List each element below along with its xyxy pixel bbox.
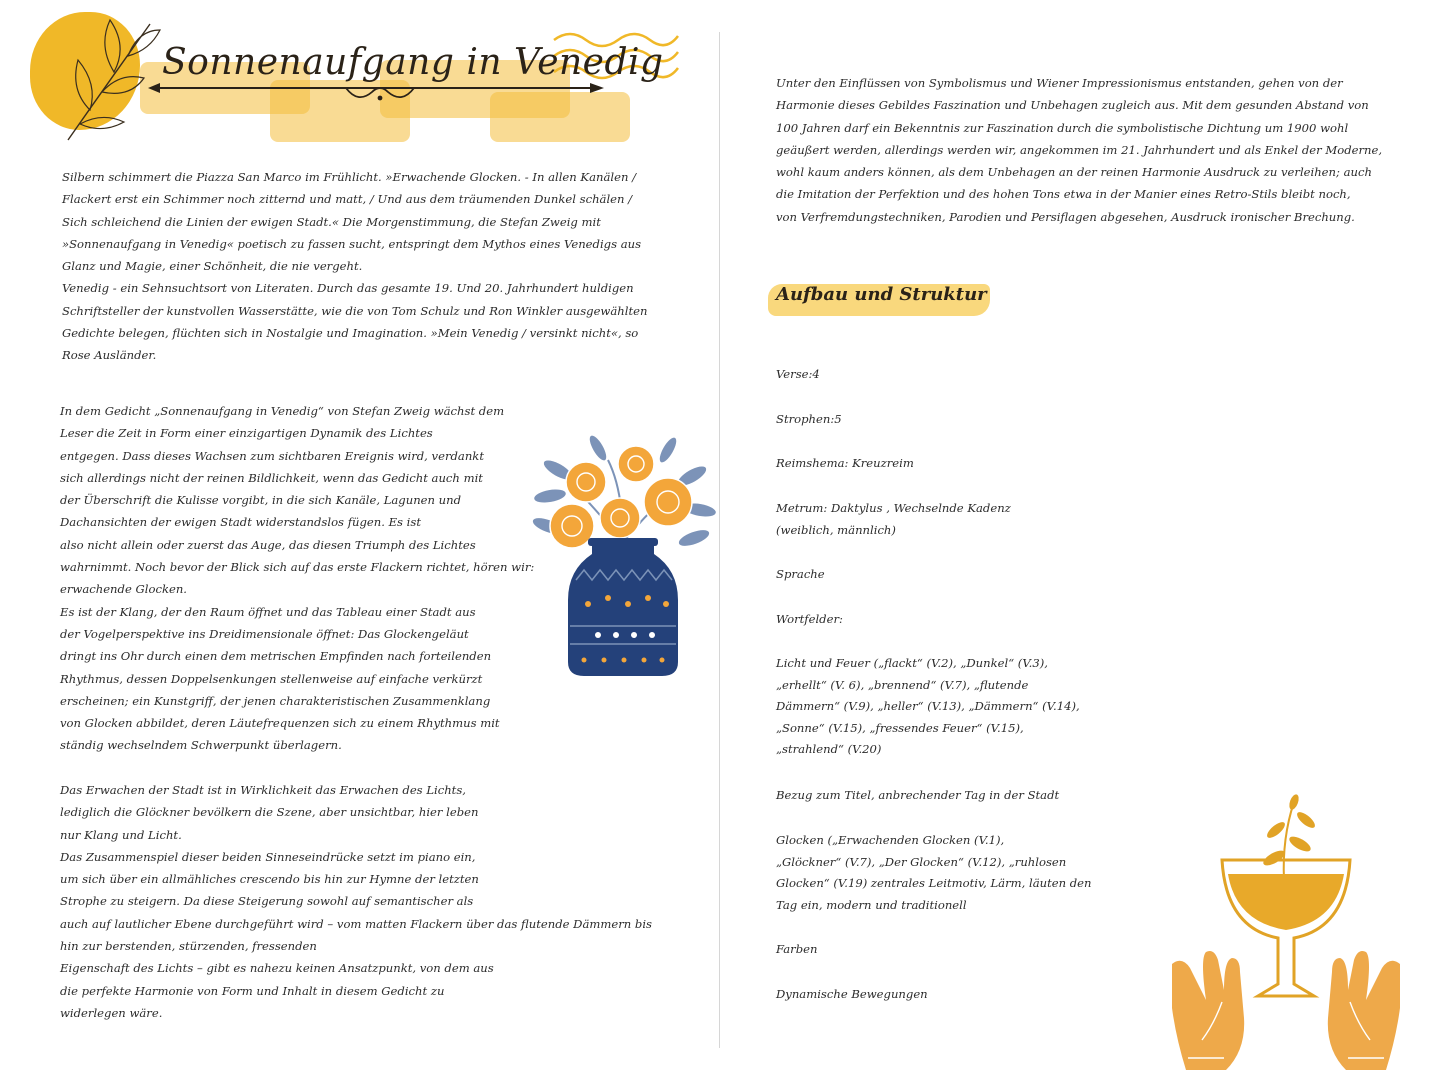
text-line: die Imitation der Perfektion und des hohen Tons etwa in der Manier eines Retro-Stils bleibt noch, — [776, 187, 1351, 202]
text-line: Dynamische Bewegungen — [776, 987, 928, 1001]
structure-verse — [776, 364, 820, 386]
text-line: um sich über ein allmähliches crescendo bis hin zur Hymne der letzten — [60, 872, 479, 887]
text-line: erwachende Glocken. — [60, 582, 187, 597]
text-line: Dämmern“ (V.9), „heller“ (V.13), „Dämmern“ (V.14), — [776, 699, 1080, 713]
structure-reimschema — [776, 453, 914, 475]
title-banner — [20, 0, 700, 160]
text-line: Venedig - ein Sehnsuchtsort von Literaten. Durch das gesamte 19. Und 20. Jahrhundert huldigen — [62, 281, 634, 296]
structure-licht-feuer — [776, 653, 1080, 761]
left-intro-paragraph — [62, 166, 647, 367]
text-line: Glanz und Magie, einer Schönheit, die nie vergeht. — [62, 259, 363, 274]
text-line: Dachansichten der ewigen Stadt widerstandslos fügen. Es ist — [60, 515, 421, 530]
text-line: lediglich die Glöckner bevölkern die Szene, aber unsichtbar, hier leben — [60, 805, 479, 820]
text-line: Reimshema: Kreuzreim — [776, 456, 914, 470]
text-line: »Sonnenaufgang in Venedig« poetisch zu fassen sucht, entspringt dem Mythos eines Venedigs aus — [62, 236, 642, 251]
left-analysis-paragraph — [60, 400, 534, 757]
structure-strophen — [776, 409, 842, 431]
text-line: Es ist der Klang, der den Raum öffnet und das Tableau einer Stadt aus — [60, 604, 476, 619]
text-line: dringt ins Ohr durch einen dem metrischen Empfinden nach forteilenden — [60, 649, 492, 664]
text-line: Strophen:5 — [776, 412, 842, 426]
text-line: (weiblich, männlich) — [776, 522, 896, 537]
structure-wortfelder — [776, 609, 843, 631]
flower-vase-icon — [528, 430, 718, 680]
text-line: von Glocken abbildet, deren Läutefrequenzen sich zu einem Rhythmus mit — [60, 716, 500, 731]
text-line: entgegen. Dass dieses Wachsen zum sichtbaren Ereignis wird, verdankt — [60, 448, 484, 463]
leaf-branch-icon — [40, 0, 170, 150]
page-title: Sonnenaufgang in Venedig — [162, 42, 664, 83]
text-line: Rhythmus, dessen Doppelsenkungen stellenweise auf einfache verkürzt — [60, 671, 483, 686]
goblet-hands-icon — [1166, 788, 1406, 1078]
text-line: Gedichte belegen, flüchten sich in Nostalgie und Imagination. »Mein Venedig / versinkt nicht«, so — [62, 326, 639, 341]
text-line: wahrnimmt. Noch bevor der Blick sich auf das erste Flackern richtet, hören wir: — [60, 560, 535, 575]
structure-metrum — [776, 498, 1011, 541]
text-line: Strophe zu steigern. Da diese Steigerung sowohl auf semantischer als — [60, 894, 474, 909]
text-line: von Verfremdungstechniken, Parodien und Persiflagen abgesehen, Ausdruck ironischer Brechung. — [776, 209, 1355, 224]
text-line: Licht und Feuer („flackt“ (V.2), „Dunkel“ (V.3), — [776, 656, 1048, 670]
page-divider — [719, 32, 720, 1048]
text-line: Bezug zum Titel, anbrechender Tag in der Stadt — [776, 788, 1060, 802]
section-title: Aufbau und Struktur — [776, 284, 987, 305]
ornament-underline — [146, 78, 606, 108]
text-line: „strahlend“ (V.20) — [776, 742, 882, 756]
text-line: „Glöckner“ (V.7), „Der Glocken“ (V.12), „ruhlosen — [776, 854, 1067, 869]
text-line: Glocken“ (V.19) zentrales Leitmotiv, Lärm, läuten den — [776, 876, 1092, 890]
text-line: Schriftsteller der kunstvollen Wasserstätte, wie die von Tom Schulz und Ron Winkler ausgewählten — [62, 303, 648, 318]
text-line: „erhellt“ (V. 6), „brennend“ (V.7), „flutende — [776, 677, 1029, 692]
text-line: Flackert erst ein Schimmer noch zitternd und matt, / Und aus dem träumenden Dunkel schälen / — [62, 192, 633, 207]
text-line: Das Zusammenspiel dieser beiden Sinneseindrücke setzt im piano ein, — [60, 849, 476, 864]
text-line: sich allerdings nicht der reinen Bildlichkeit, wenn das Gedicht auch mit — [60, 470, 483, 485]
text-line: geäußert werden, allerdings werden wir, angekommen im 21. Jahrhundert und als Enkel der Moderne, — [776, 142, 1383, 157]
left-conclusion-paragraph — [60, 779, 652, 1024]
text-line: widerlegen wäre. — [60, 1005, 163, 1020]
structure-bezug — [776, 785, 1059, 807]
text-line: hin zur berstenden, stürzenden, fressenden — [60, 939, 317, 954]
text-line: Leser die Zeit in Form einer einzigartigen Dynamik des Lichtes — [60, 426, 433, 441]
text-line: Sich schleichend die Linien der ewigen Stadt.« Die Morgenstimmung, die Stefan Zweig mit — [62, 214, 601, 229]
text-line: wohl kaum anders können, als dem Unbehagen an der reinen Harmonie Ausdruck zu verleihen; auch — [776, 165, 1372, 180]
text-line: Wortfelder: — [776, 612, 843, 626]
text-line: „Sonne“ (V.15), „fressendes Feuer“ (V.15), — [776, 720, 1024, 735]
text-line: auch auf lautlicher Ebene durchgeführt wird – vom matten Flackern über das flutende Dämmern bis — [60, 916, 653, 931]
text-line: ständig wechselndem Schwerpunkt überlagern. — [60, 738, 342, 753]
text-line: Tag ein, modern und traditionell — [776, 897, 967, 912]
text-line: der Überschrift die Kulisse vorgibt, in die sich Kanäle, Lagunen und — [60, 493, 462, 508]
structure-dynamik — [776, 984, 928, 1006]
structure-sprache — [776, 564, 825, 586]
text-line: der Vogelperspektive ins Dreidimensionale öffnet: Das Glockengeläut — [60, 626, 469, 641]
text-line: 100 Jahren darf ein Bekenntnis zur Faszination durch die symbolistische Dichtung um 1900 wohl — [776, 120, 1349, 135]
text-line: nur Klang und Licht. — [60, 827, 182, 842]
text-line: erscheinen; ein Kunstgriff, der jenen charakteristischen Zusammenklang — [60, 693, 491, 708]
text-line: Farben — [776, 942, 818, 956]
text-line: Eigenschaft des Lichts – gibt es nahezu keinen Ansatzpunkt, von dem aus — [60, 961, 494, 976]
text-line: Harmonie dieses Gebildes Faszination und Unbehagen zugleich aus. Mit dem gesunden Abstand von — [776, 98, 1369, 113]
text-line: Silbern schimmert die Piazza San Marco im Frühlicht. »Erwachende Glocken. - In allen Kanälen / — [62, 170, 637, 184]
section-heading — [768, 278, 990, 320]
text-line: Rose Ausländer. — [62, 348, 157, 363]
structure-farben — [776, 939, 817, 961]
text-line: Verse:4 — [776, 367, 820, 381]
text-line: die perfekte Harmonie von Form und Inhalt in diesem Gedicht zu — [60, 983, 445, 998]
text-line: Unter den Einflüssen von Symbolismus und Wiener Impressionismus entstanden, gehen von der — [776, 76, 1343, 90]
text-line: In dem Gedicht „Sonnenaufgang in Venedig“ von Stefan Zweig wächst dem — [60, 404, 505, 418]
text-line: Das Erwachen der Stadt ist in Wirklichkeit das Erwachen des Lichts, — [60, 783, 466, 797]
text-line: also nicht allein oder zuerst das Auge, das diesen Triumph des Lichtes — [60, 537, 476, 552]
right-intro-paragraph — [776, 72, 1382, 228]
text-line: Glocken („Erwachenden Glocken (V.1), — [776, 833, 1005, 847]
structure-glocken — [776, 830, 1092, 916]
text-line: Metrum: Daktylus , Wechselnde Kadenz — [776, 501, 1011, 515]
text-line: Sprache — [776, 567, 825, 581]
